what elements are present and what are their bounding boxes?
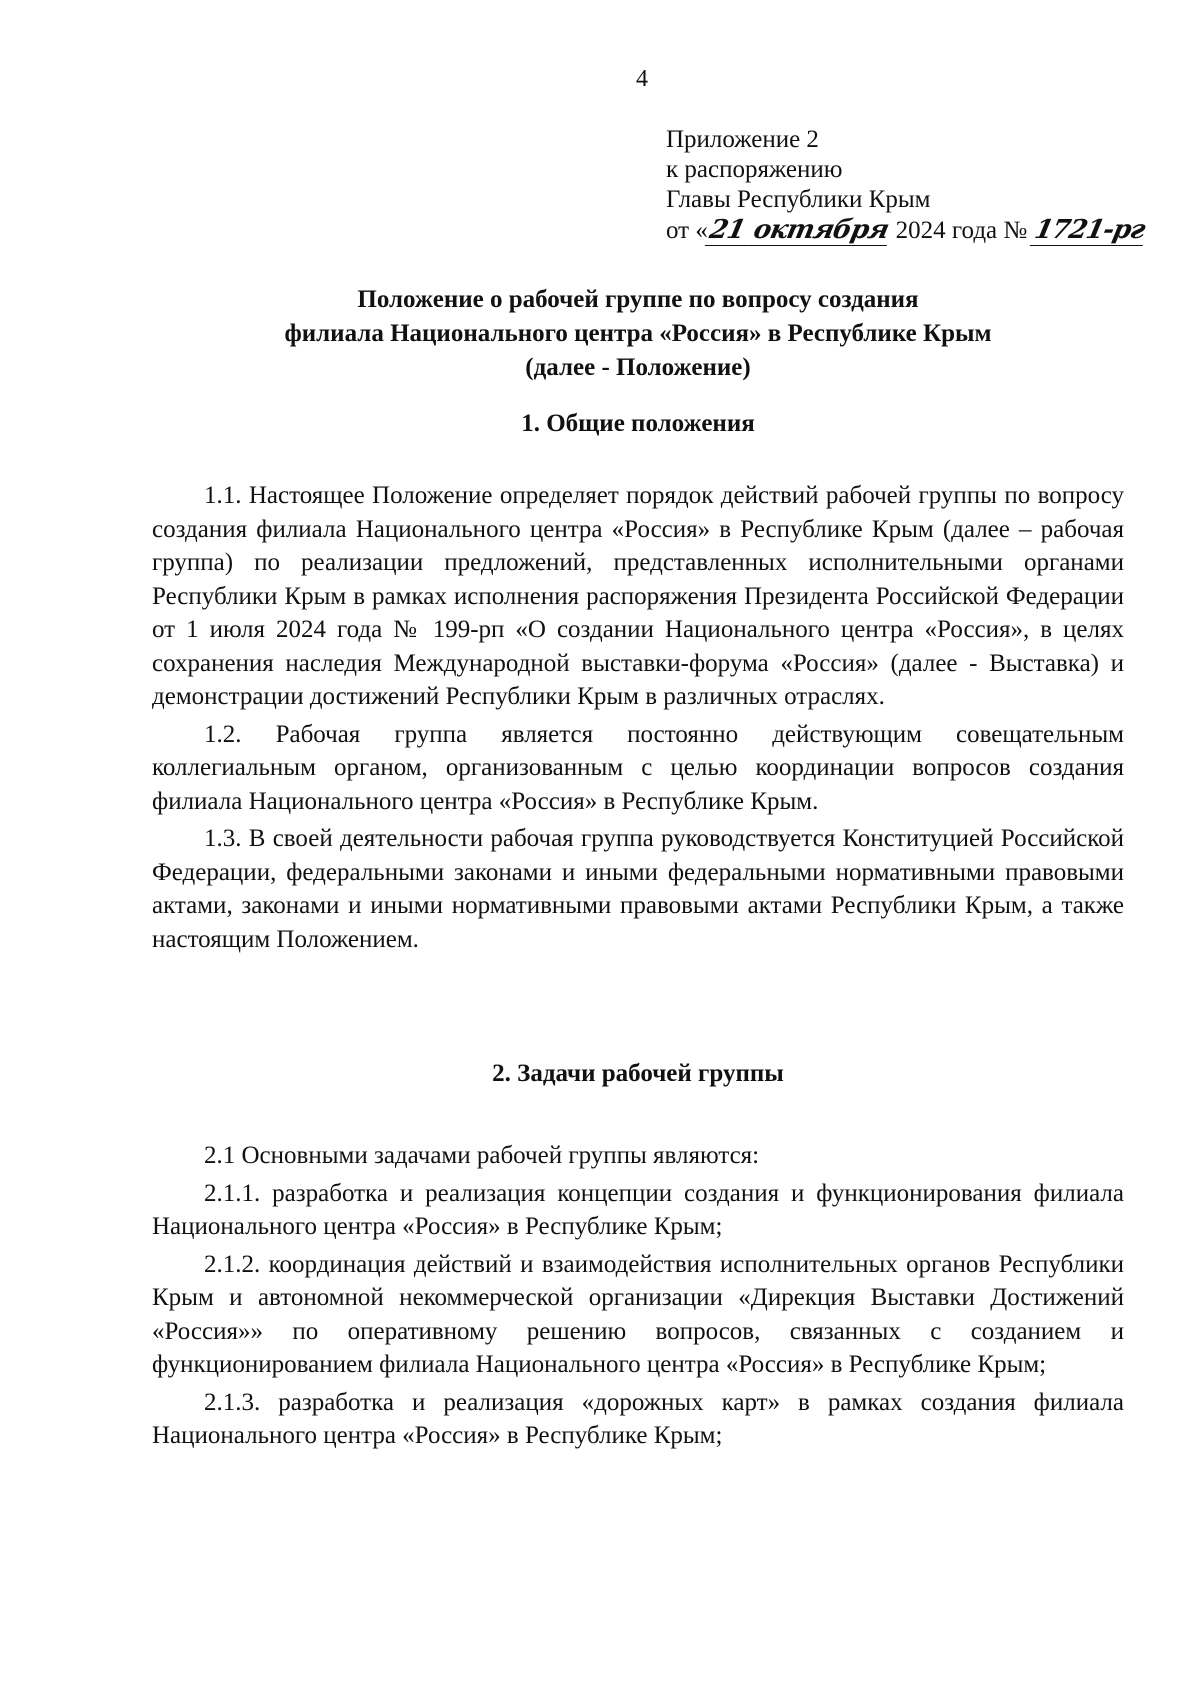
date-year: 2024 года № [895,217,1028,244]
paragraph-2-1-2: 2.1.2. координация действий и взаимодействия исполнительных органов Республики Крым и автономной некоммерческой организации «Дирекция Выставки Достижений «Россия»» по оперативному решению вопросов, связанных с созданием и функционированием филиала Национального центра «Россия» в Республике Крым; [152,1250,1124,1378]
appendix-line-3: Главы Республики Крым [666,186,931,213]
handwritten-number: 1721-рг [1030,215,1150,246]
title-line-3: (далее - Положение) [525,354,751,381]
date-prefix: от « [666,217,708,244]
paragraph-2-1-3: 2.1.3. разработка и реализация «дорожных карт» в рамках создания филиала Национального центра «Россия» в Республике Крым; [152,1388,1124,1449]
appendix-block [666,125,1146,246]
appendix-line-2: к распоряжению [666,156,843,183]
appendix-date-line [666,215,1146,246]
title-line-1: Положение о рабочей группе по вопросу создания [357,286,919,313]
appendix-line-1: Приложение 2 [666,126,819,153]
section-2-heading: 2. Задачи рабочей группы [492,1060,784,1087]
section-1-heading: 1. Общие положения [521,410,755,437]
document-title [152,283,1124,385]
section-1-body [152,479,1124,960]
paragraph-2-1: 2.1 Основными задачами рабочей группы являются: [204,1142,760,1169]
handwritten-month: октября [749,215,893,246]
section-2-body [152,1139,1124,1457]
paragraph-1-1: 1.1. Настоящее Положение определяет порядок действий рабочей группы по вопросу создания филиала Национального центра «Россия» в Республике Крым (далее – рабочая группа) по реализации предложений, представленных исполнительными органами Республики Крым в рамках исполнения распоряжения Президента Российской Федерации от 1 июля 2024 года № 199-рп «О создании Национального центра «Россия», в целях сохранения наследия Международной выставки-форума «Россия» (далее - Выставка) и демонстрации достижений Республики Крым в различных отраслях. [152,482,1124,710]
title-line-2: филиала Национального центра «Россия» в Республике Крым [284,320,992,347]
paragraph-2-1-1: 2.1.1. разработка и реализация концепции создания и функционирования филиала Национального центра «Россия» в Республике Крым; [152,1179,1124,1240]
handwritten-day: 21 [705,215,756,246]
paragraph-1-2: 1.2. Рабочая группа является постоянно действующим совещательным коллегиальным органом, организованным с целью координации вопросов создания филиала Национального центра «Россия» в Республике Крым. [152,720,1124,815]
page-number: 4 [636,66,648,92]
paragraph-1-3: 1.3. В своей деятельности рабочая группа руководствуется Конституцией Российской Федерации, федеральными законами и иными федеральными нормативными правовыми актами, законами и иными нормативными правовыми актами Республики Крым, а также настоящим Положением. [152,825,1124,953]
